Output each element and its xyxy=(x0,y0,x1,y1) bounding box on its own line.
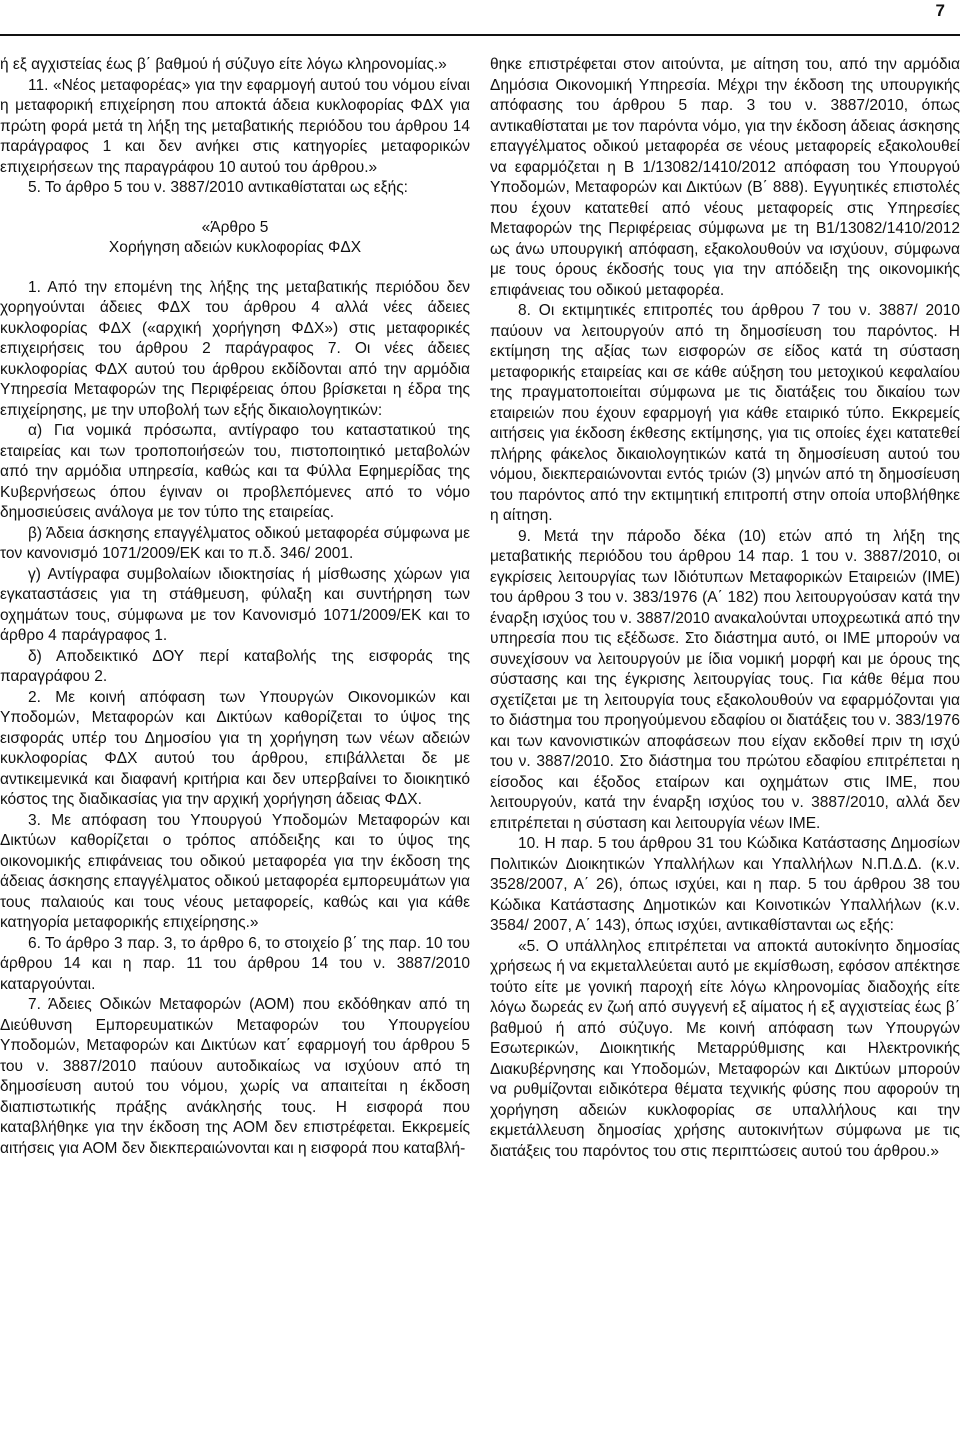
page-number: 7 xyxy=(935,1,945,20)
paragraph: 2. Με κοινή απόφαση των Υπουργών Οικονομικών και Υποδομών, Μεταφορών και Δικτύων καθορίζεται το ύψος της εισφοράς υπέρ του Δημοσίου για τη χορήγηση των νέων αδειών κυκλοφορίας ΦΔΧ αυτού του άρθρου, επιβάλλεται δε με αντικειμενικά και διαφανή κριτήρια και δεν υπερβαίνει το διοικητικό κόστος της διαδικασίας για την αρχική χορήγηση άδειας ΦΔΧ. xyxy=(0,688,470,808)
paragraph: 11. «Νέος μεταφορέας» για την εφαρμογή αυτού του νόμου είναι η μεταφορική επιχείρηση που αποκτά άδεια κυκλοφορίας ΦΔΧ για πρώτη φορά μετά τη λήξη της μεταβατικής περιόδου του άρθρου 14 παράγραφος 1 και δεν ανήκει στις κατηγορίες μεταφορικών επιχειρήσεων της παραγράφου 10 αυτού του άρθρου.» xyxy=(0,76,470,176)
paragraph: 10. Η παρ. 5 του άρθρου 31 του Κώδικα Κατάστασης Δημοσίων Πολιτικών Διοικητικών Υπαλλήλων και Υπαλλήλων Ν.Π.Δ.Δ. (κ.ν. 3528/2007, Α΄ 26), όπως ισχύει, και η παρ. 5 του άρθρου 38 του Κώδικα Κατάστασης Δημοτικών και Κοινοτικών Υπαλλήλων (κ.ν. 3584/ 2007, Α΄ 143), όπως ισχύει, αντικαθίστανται ως εξής: xyxy=(490,835,960,934)
paragraph: 6. Το άρθρο 3 παρ. 3, το άρθρο 6, το στοιχείο β΄ της παρ. 10 του άρθρου 14 και η παρ. 11 του άρθρου 14 του ν. 3887/2010 καταργούνται. xyxy=(0,934,470,993)
paragraph: «Άρθρο 5 xyxy=(201,218,269,236)
right-column xyxy=(490,55,960,1162)
paragraph: γ) Αντίγραφα συμβολαίων ιδιοκτησίας ή μίσθωσης χώρων για εγκαταστάσεις για τη στάθμευση, φύλαξη και συντήρηση των οχημάτων τους, σύμφωνα με τον Κανονισμό 1071/2009/ΕΚ και το άρθρο 4 παράγραφος 1. xyxy=(0,565,470,644)
paragraph: θηκε επιστρέφεται στον αιτούντα, με αίτηση του, από την αρμόδια Δημόσια Οικονομική Υπηρεσία. Μέχρι την έκδοση της υπουργικής απόφασης του άρθρου 5 παρ. 3 του ν. 3887/2010, όπως αντικαθίσταται με τον παρόντα νόμο, για την έκδοση άδειας άσκησης επαγγέλματος οδικού μεταφορέα σε νέους μεταφορείς εξακολουθεί να εφαρμόζεται η Β 1/13082/1410/2012 απόφαση του Υπουργού Υποδομών, Μεταφορών και Δικτύων (Β΄ 888). Εγγυητικές επιστολές που έχουν κατατεθεί από νέους μεταφορείς στις Υπηρεσίες Μεταφορών της Περιφέρειας σύμφωνα με τη Β1/13082/1410/2012 ως άνω υπουργική απόφαση, εξακολουθούν να ισχύουν, σύμφωνα με τους όρους έκδοσής τους για την απόδειξη της οικονομικής επιφάνειας του οδικού μεταφορέα. xyxy=(490,56,960,299)
paragraph: «5. Ο υπάλληλος επιτρέπεται να αποκτά αυτοκίνητο δημοσίας χρήσεως ή να εκμεταλλεύεται αυτό με εκμίσθωση, εφόσον απέκτησε τούτο είτε με γονική παροχή είτε λόγω κληρονομίας διαδοχής είτε λόγω δωρεάς εν ζωή από συγγενή εξ αίματος ή εξ αγχιστείας έως β΄ βαθμού ή από σύζυγο. Με κοινή απόφαση των Υπουργών Εσωτερικών, Διοικητικής Μεταρρύθμισης και Ηλεκτρονικής Διακυβέρνησης και Υποδομών, Μεταφορών και Δικτύων μπορούν να ρυθμίζονται ειδικότερα θέματα τεχνικής φύσης που αφορούν τη χορήγηση αδειών κυκλοφορίας σε υπαλλήλους και την εκμετάλλευση δημοσίας χρήσης αυτοκινήτων σύμφωνα με τις διατάξεις του παρόντος του στις περιπτώσεις αυτού του άρθρου.» xyxy=(490,937,960,1160)
header-rule xyxy=(0,34,960,36)
paragraph: 7. Άδειες Οδικών Μεταφορών (ΑΟΜ) που εκδόθηκαν από τη Διεύθυνση Εμπορευματικών Μεταφορών του Υπουργείου Υποδομών, Μεταφορών και Δικτύων κατ΄ εφαρμογή του άρθρου 5 του ν. 3887/2010 παύουν αυτοδικαίως να ισχύουν από τη δημοσίευση αυτού του νόμου, χωρίς να απαιτείται η έκδοση διαπιστωτικής πράξης ανάκλησής τους. Η εισφορά που καταβλήθηκε για την έκδοση της ΑΟΜ δεν επιστρέφεται. Εκκρεμείς αιτήσεις για ΑΟΜ δεν διεκπεραιώνονται και η εισφορά που καταβλή- xyxy=(0,996,470,1157)
paragraph: 5. Το άρθρο 5 του ν. 3887/2010 αντικαθίσταται ως εξής: xyxy=(28,179,408,196)
paragraph: 9. Μετά την πάροδο δέκα (10) ετών από τη λήξη της μεταβατικής περιόδου του άρθρου 14 παρ. 1 του ν. 3887/2010, οι εγκρίσεις λειτουργίας των Ιδιότυπων Μεταφορικών Εταιρειών (ΙΜΕ) του άρθρου 3 του ν. 383/1976 (Α΄ 182) που λειτουργούσαν κατά την έναρξη ισχύος του ν. 3887/2010 ανακαλούνται υποχρεωτικά από την υπηρεσία που τις εξέδωσε. Στο διάστημα αυτό, οι ΙΜΕ μπορούν να συνεχίσουν να λειτουργούν με ίδια νομική μορφή και με όρους της σύστασης και της έγκρισης λειτουργίας τους. Για κάθε θέμα που σχετίζεται με τη λειτουργία τους εξακολουθούν να εφαρμόζονται για το διάστημα του προηγούμενου εδαφίου οι διατάξεις του ν. 383/1976 και των κανονιστικών αποφάσεων που είχαν εκδοθεί πριν τη ισχύ του ν. 3887/2010. Στο διάστημα του πρώτου εδαφίου επιτρέπεται η είσοδος και έξοδος εταίρων και οχημάτων στις ΙΜΕ, που λειτουργούν, κατά την έναρξη ισχύος του ν. 3887/2010, αλλά δεν επιτρέπεται η σύσταση και λειτουργία νέων ΙΜΕ. xyxy=(490,527,960,832)
left-column xyxy=(0,55,470,1159)
paragraph: Χορήγηση αδειών κυκλοφορίας ΦΔΧ xyxy=(108,239,362,256)
paragraph: α) Για νομικά πρόσωπα, αντίγραφο του καταστατικού της εταιρείας και των τροποποιήσεών του, πιστοποιητικό μεταβολών από την αρμόδια υπηρεσία, καθώς και τα Φύλλα Εφημερίδας της Κυβερνήσεως όπου έγιναν οι προβλεπόμενες από το νόμο δημοσιεύσεις ανάλογα με τον τύπο της εταιρείας. xyxy=(0,422,470,521)
paragraph: δ) Αποδεικτικό ΔΟΥ περί καταβολής της εισφοράς της παραγράφου 2. xyxy=(0,647,470,685)
paragraph: β) Άδεια άσκησης επαγγέλματος οδικού μεταφορέα σύμφωνα με τον κανονισμό 1071/2009/ΕΚ και το π.δ. 346/ 2001. xyxy=(0,524,470,562)
paragraph: ή εξ αγχιστείας έως β΄ βαθμού ή σύζυγο είτε λόγω κληρονομίας.» xyxy=(0,56,447,73)
paragraph: 8. Οι εκτιμητικές επιτροπές του άρθρου 7 του ν. 3887/ 2010 παύουν να λειτουργούν από τη δημοσίευση του παρόντος. Η εκτίμηση της αξίας των εισφορών σε είδος κατά τη σύσταση μεταφορικής εταιρείας και σε κάθε αύξηση του μετοχικού κεφαλαίου της πραγματοποιείται σύμφωνα με τις διατάξεις του δικαίου των εταιρειών που έχουν εφαρμογή για κάθε εταιρικό τύπο. Εκκρεμείς αιτήσεις για έκδοση έκθεσης εκτίμησης, για τις οποίες έχει κατατεθεί πλήρης φάκελος δικαιολογητικών κατά τη δημοσίευση αυτού του νόμου, διεκπεραιώνονται εντός τριών (3) μηνών από τη δημοσίευση του παρόντος από την εκτιμητική επιτροπή στην οποία υποβλήθηκε η αίτηση. xyxy=(490,302,960,524)
paragraph: 3. Με απόφαση του Υπουργού Υποδομών Μεταφορών και Δικτύων καθορίζεται ο τρόπος απόδειξης και το ύψος της οικονομικής επιφάνειας του οδικού μεταφορέα για την έκδοση της άδειας άσκησης επαγγέλματος οδικού μεταφορέα εμπορευμάτων για τους παλαιούς και τους νέους μεταφορείς, καθώς και για κάθε κατηγορία μεταφορικής επιχείρησης.» xyxy=(0,811,470,931)
paragraph: 1. Από την επομένη της λήξης της μεταβατικής περιόδου δεν χορηγούνται άδειες ΦΔΧ του άρθρου 4 αλλά νέες άδειες κυκλοφορίας ΦΔΧ («αρχική χορήγηση ΦΔΧ») στις μεταφορικές επιχειρήσεις του άρθρου 2 παράγραφος 7. Οι νέες άδειες κυκλοφορίας ΦΔΧ αυτού του άρθρου εκδίδονται από την αρμόδια Υπηρεσία Μεταφορών της Περιφέρειας όπου βρίσκεται η έδρα της επιχείρησης, με την υποβολή των εξής δικαιολογητικών: xyxy=(0,278,470,419)
